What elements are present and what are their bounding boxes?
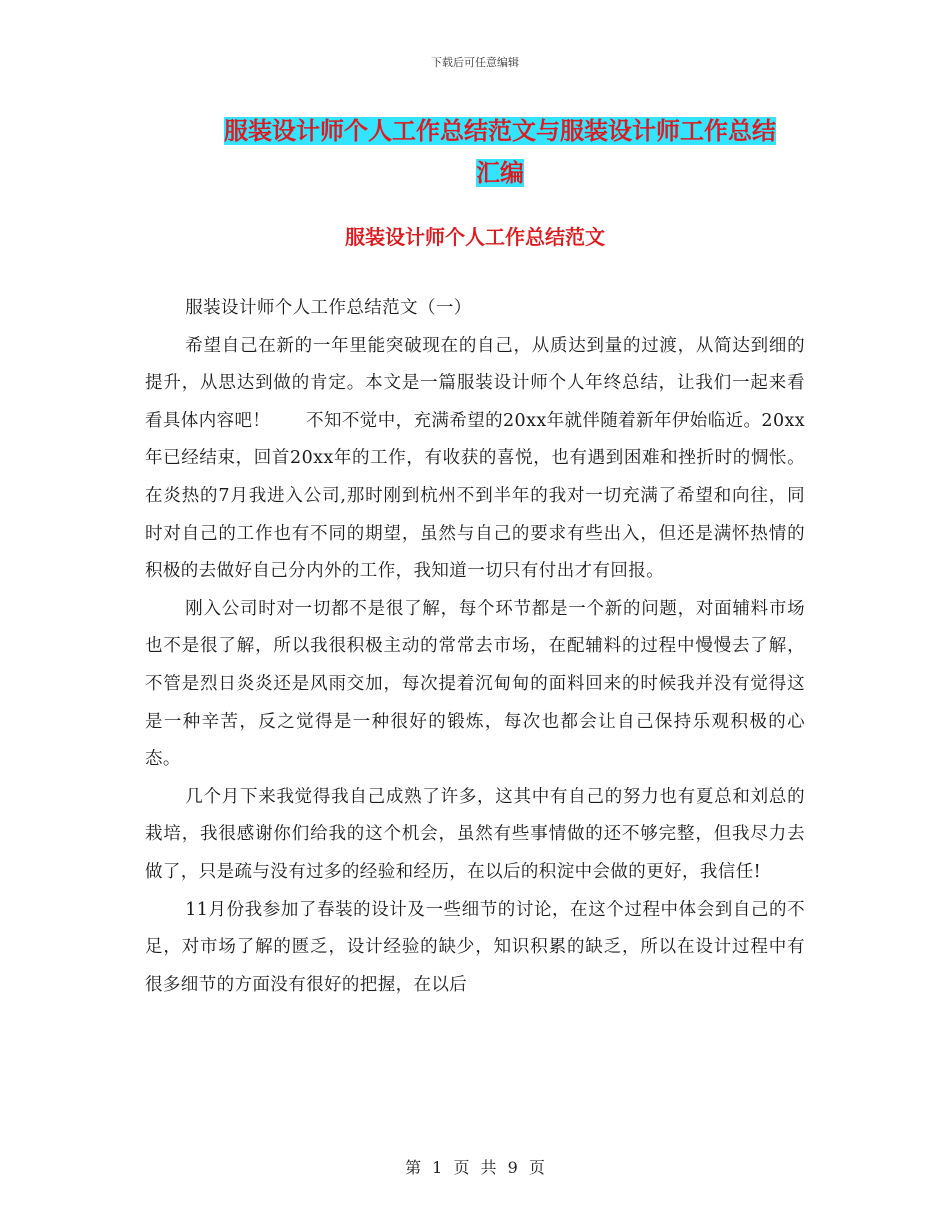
body-text: [145, 290, 805, 1004]
paragraph: 刚入公司时对一切都不是很了解，每个环节都是一个新的问题，对面辅料市场也不是很了解，所以我很积极主动的常常去市场，在配辅料的过程中慢慢去了解，不管是烈日炎炎还是风雨交加，每次提着沉甸甸的面料回来的时候我并没有觉得这是一种辛苦，反之觉得是一种很好的锻炼，每次也都会让自己保持乐观积极的心态。: [145, 598, 805, 770]
page-footer: 第 1 页 共 9 页: [405, 1158, 545, 1177]
document-title-line-1: 服装设计师个人工作总结范文与服装设计师工作总结: [224, 117, 776, 145]
paragraph: 服装设计师个人工作总结范文（一）: [185, 298, 472, 318]
paragraph: 希望自己在新的一年里能突破现在的自己，从质达到量的过渡，从简达到细的提升，从思达到做的肯定。本文是一篇服装设计师个人年终总结，让我们一起来看看具体内容吧！ 不知不觉中，充满希望的20xx年就伴随着新年伊始临近。20xx年已经结束，回首20xx年的工作，有收获的喜悦，也有遇到困难和挫折时的惆怅。在炎热的7月我进入公司,那时刚到杭州不到半年的我对一切充满了希望和向往，同时对自己的工作也有不同的期望，虽然与自己的要求有些出入，但还是满怀热情的积极的去做好自己分内外的工作，我知道一切只有付出才有回报。: [145, 335, 806, 582]
paragraph: 几个月下来我觉得我自己成熟了许多，这其中有自己的努力也有夏总和刘总的栽培，我很感谢你们给我的这个机会，虽然有些事情做的还不够完整，但我尽力去做了，只是疏与没有过多的经验和经历，在以后的积淀中会做的更好，我信任!: [145, 786, 805, 882]
paragraph: 11月份我参加了春装的设计及一些细节的讨论，在这个过程中体会到自己的不足，对市场了解的匮乏，设计经验的缺少，知识积累的缺乏，所以在设计过程中有很多细节的方面没有很好的把握，在以后: [145, 899, 805, 995]
header-note: 下载后可任意编辑: [431, 56, 519, 69]
document-title-line-2: 汇编: [476, 159, 524, 187]
document-title: [190, 110, 810, 194]
section-title: 服装设计师个人工作总结范文: [345, 225, 605, 249]
